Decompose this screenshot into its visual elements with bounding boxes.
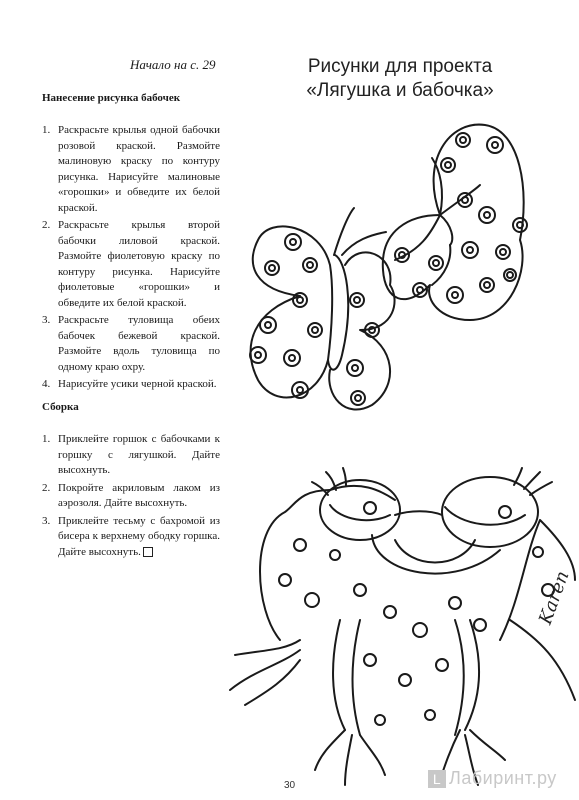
section-heading-butterflies: Нанесение рисунка бабочек (42, 92, 181, 104)
butterfly-right-drawing (383, 125, 527, 320)
artist-signature: Karen (535, 568, 574, 628)
watermark-text: Лабиринт.ру (449, 768, 557, 788)
list-item: 2. Раскрасьте крылья второй бабочки лиловой краской. Размойте фиолетовую краску по контуру рисунка. Нарисуйте фиолетовые «горошки» и обведите их белой краской. (42, 219, 220, 309)
list-item: 2. Покройте акриловым лаком из аэрозоля. Дайте высохнуть. (42, 481, 220, 509)
continued-from-note: Начало на с. 29 (130, 57, 216, 72)
watermark-logo (428, 768, 557, 789)
butterfly-left-drawing (250, 208, 395, 410)
section-heading-assembly: Сборка (42, 401, 79, 413)
watermark-icon: L (428, 770, 446, 788)
page-number: 30 (283, 780, 296, 791)
list-item: 3. Раскрасьте туловища обеих бабочек бежевой краской. Размойте вдоль туловища по одному краю охру. (42, 314, 220, 373)
list-item: 1. Раскрасьте крылья одной бабочки розовой краской. Размойте малиновую краску по контуру рисунка. Нарисуйте малиновые «горошки» и обведите их белой краской. (42, 124, 220, 214)
frog-drawing (230, 468, 575, 785)
page-title: Рисунки для проекта «Лягушка и бабочка» (306, 56, 494, 101)
list-item: 3. Приклейте тесьму с бахромой из бисера к верхнему ободку горшка. Дайте высохнуть. (42, 514, 220, 558)
list-item: 1. Приклейте горшок с бабочками к горшку с лягушкой. Дайте высохнуть. (42, 433, 220, 476)
list-item: 4. Нарисуйте усики черной краской. (42, 378, 217, 390)
